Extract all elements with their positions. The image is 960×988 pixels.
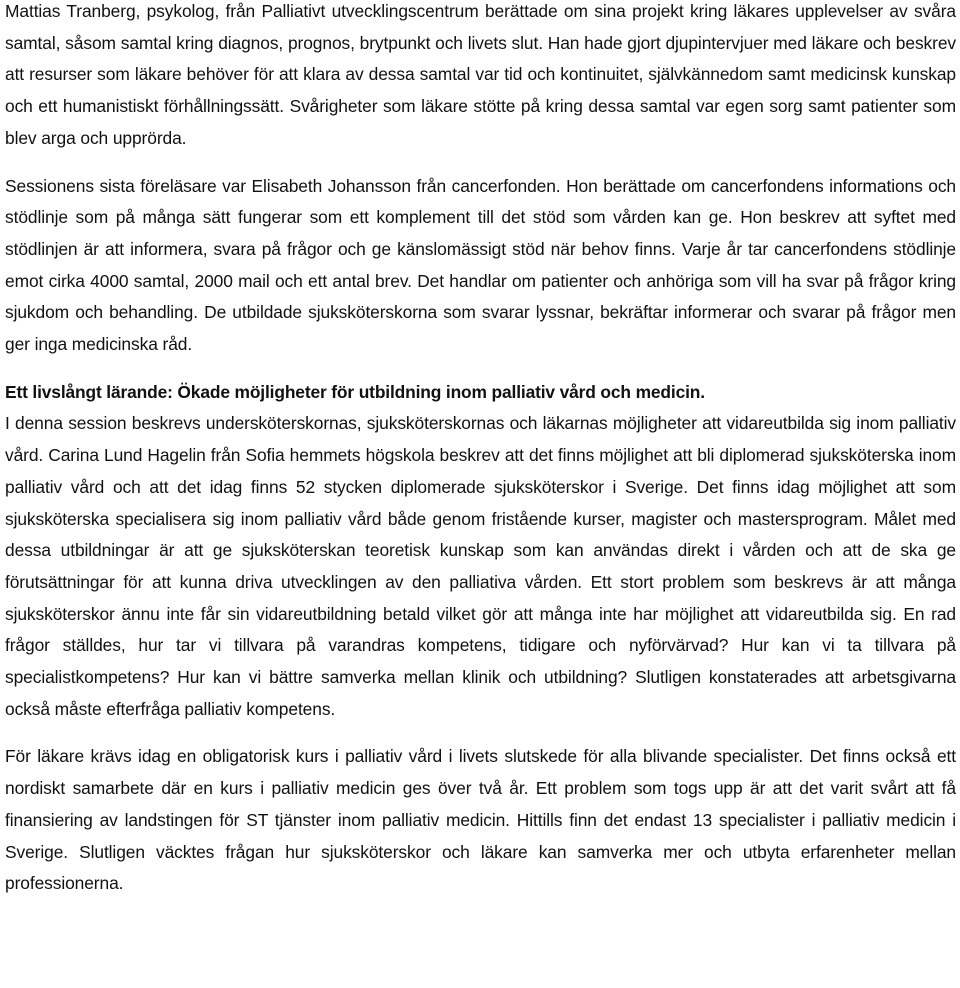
paragraph-johansson: Sessionens sista föreläsare var Elisabeth Johansson från cancerfonden. Hon berättade om cancerfondens informations och stödlinje som på många sätt fungerar som ett komplement till det stöd som vården kan ge. Hon beskrev att syftet med stödlinjen är att informera, svara på frågor och ge känslomässigt stöd när behov finns. Varje år tar cancerfondens stödlinje emot cirka 4000 samtal, 2000 mail och ett antal brev. Det handlar om patienter och anhöriga som vill ha svar på frågor kring sjukdom och behandling. De utbildade sjuksköterskorna som svarar lyssnar, bekräftar informerar och svarar på frågor men ger inga medicinska råd.: [5, 175, 956, 355]
paragraph-physician-education: För läkare krävs idag en obligatorisk kurs i palliativ vård i livets slutskede för alla blivande specialister. Det finns också ett nordiskt samarbete där en kurs i palliativ medicin ges över två år. Ett problem som togs upp är att det varit svårt att få finansiering av landstingen för ST tjänster inom palliativ medicin. Hittills finn det endast 13 specialister i palliativ medicin i Sverige. Slutligen väcktes frågan hur sjuksköterskor och läkare kan samverka mer och utbyta erfarenheter mellan professionerna.: [5, 746, 956, 894]
paragraph-nursing-education: I denna session beskrevs undersköterskornas, sjuksköterskornas och läkarnas möjligheter att vidareutbilda sig inom palliativ vård. Carina Lund Hagelin från Sofia hemmets högskola beskrev att det finns möjlighet att bli diplomerad sjuksköterska inom palliativ vård och att det idag finns 52 stycken diplomerade sjuksköterskor i Sverige. Det finns idag möjlighet att som sjuksköterska specialisera sig inom palliativ vård både genom fristående kurser, magister och mastersprogram. Målet med dessa utbildningar är att ge sjuksköterskan teoretisk kunskap som kan användas direkt i vården och att de ska ge förutsättningar för att kunna driva utvecklingen av den palliativa vården. Ett stort problem som beskrevs är att många sjuksköterskor ännu inte får sin vidareutbildning betald vilket gör att många inte har möjlighet att vidareutbilda sig. En rad frågor ställdes, hur tar vi tillvara på varandras kompetens, tidigare och nyförvärvad? Hur kan vi ta tillvara på specialistkompetens? Hur kan vi bättre samverka mellan klinik och utbildning? Slutligen konstaterades att arbetsgivarna också måste efterfråga palliativ kompetens.: [5, 413, 956, 719]
section-heading: Ett livslångt lärande: Ökade möjligheter för utbildning inom palliativ vård och medicin.: [5, 381, 705, 402]
paragraph-tranberg: Mattias Tranberg, psykolog, från Palliativt utvecklingscentrum berättade om sina projekt kring läkares upplevelser av svåra samtal, såsom samtal kring diagnos, prognos, brytpunkt och livets slut. Han hade gjort djupintervjuer med läkare och beskrev att resurser som läkare behöver för att klara av dessa samtal var tid och kontinuitet, självkännedom samt medicinsk kunskap och ett humanistiskt förhållningssätt. Svårigheter som läkare stötte på kring dessa samtal var egen sorg samt patienter som blev arga och upprörda.: [5, 1, 956, 148]
